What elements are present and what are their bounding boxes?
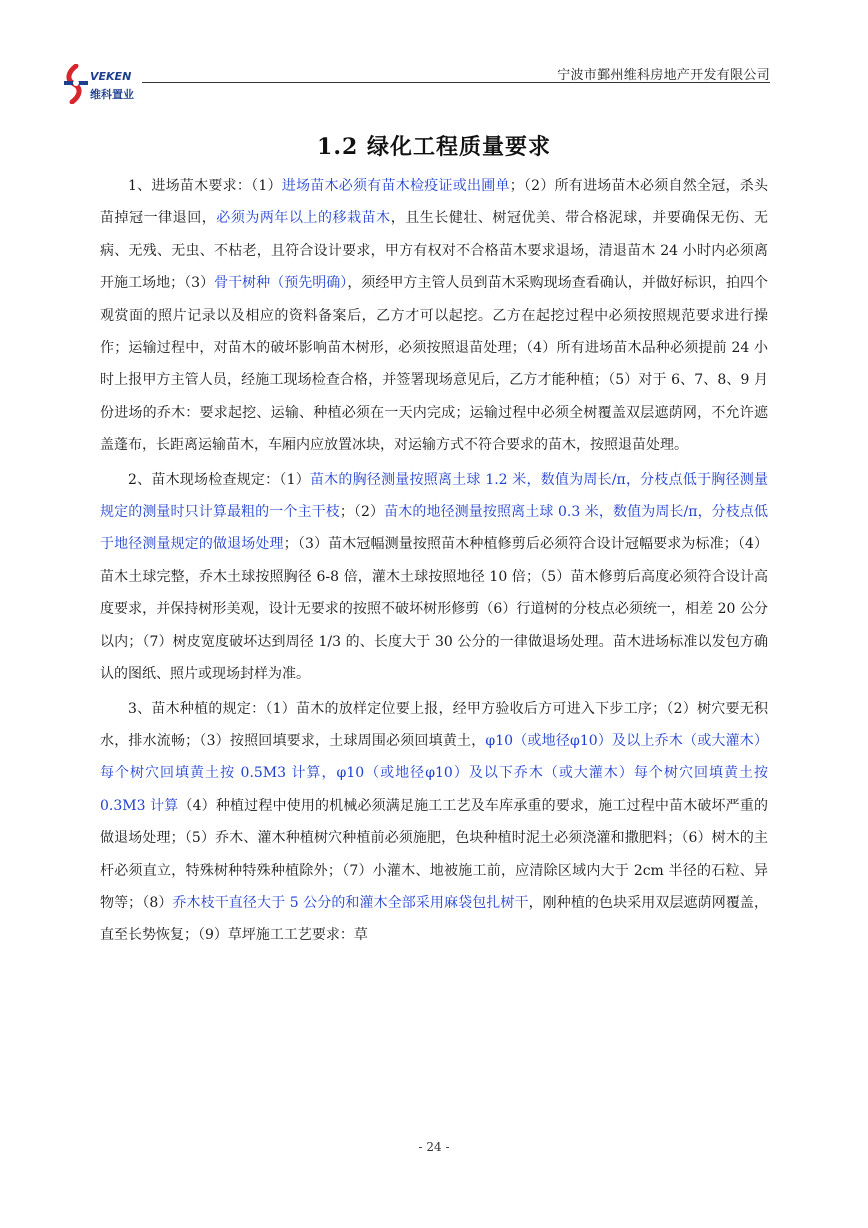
section-title: 1.2 绿化工程质量要求 bbox=[317, 134, 551, 160]
company-logo bbox=[62, 64, 152, 108]
highlight-text: φ10（或地径φ10）及以上乔木（或大灌木）每个树穴回填黄土按 0.5M3 计算，φ10（或地径φ10）及以下乔木（或大灌木）每个树穴回填黄土按 0.3M3 计算 bbox=[100, 732, 769, 814]
text-run: ；（2）所有进场苗木必须自然全冠，杀头苗掉冠一律退回， bbox=[100, 178, 769, 227]
header-rule bbox=[142, 82, 770, 83]
text-run: ，刚种植的色块采用双层遮荫网覆盖，直至长势恢复；（9）草坪施工工艺要求：草 bbox=[100, 894, 768, 944]
text-run: ；（2） bbox=[339, 504, 385, 521]
text-run: ，且生长健壮、树冠优美、带合格泥球，并要确保无伤、无病、无残、无虫、不枯老，且符合设计要求，甲方有权对不合格苗木要求退场，清退苗木 24 小时内必须离开施工场地；（3） bbox=[100, 210, 769, 292]
highlight-text: 苗木的胸径测量按照离土球 1.2 米，数值为周长/π，分枝点低于胸径测量规定的测量时只计算最粗的一个主干枝 bbox=[100, 471, 768, 521]
text-run: 3、苗木种植的规定：（1）苗木的放样定位要上报，经甲方验收后方可进入下步工序；（2）树穴要无积水，排水流畅；（3）按照回填要求，土球周围必须回填黄土， bbox=[100, 700, 768, 749]
company-name: 宁波市鄞州维科房地产开发有限公司 bbox=[557, 68, 770, 83]
paragraph-1 bbox=[100, 170, 768, 462]
text-run: ，须经甲方主管人员到苗木采购现场查看确认，并做好标识，拍四个观赏面的照片记录以及相应的资料备案后，乙方才可以起挖。乙方在起挖过程中必须按照规范要求进行操作；运输过程中，对苗木的破坏影响苗木树形，必须按照退苗处理；（4）所有进场苗木品种必须提前 24 小时上报甲方主管人员，经施工现场检查合格，并签署现场意见后，乙方才能种植；（5）对于 6、7、8、9 月份进场的乔木：要求起挖、运输、种植必须在一天内完成；运输过程中必须全树覆盖双层遮荫网，不允许遮盖蓬布，长距离运输苗木，车厢内应放置冰块，对运输方式不符合要求的苗木，按照退苗处理。 bbox=[100, 275, 768, 454]
document-body bbox=[100, 170, 768, 952]
highlight-text: 进场苗木必须有苗木检疫证或出圃单 bbox=[281, 178, 510, 194]
text-run: ；（3）苗木冠幅测量按照苗木种植修剪后必须符合设计冠幅要求为标准；（4）苗木土球完整，乔木土球按照胸径 6-8 倍，灌木土球按照地径 10 倍；（5）苗木修剪后高度必须符合设计高度要求，并保持树形美观，设计无要求的按照不破坏树形修剪（6）行道树的分枝点必须统一，相差 20 公分以内；（7）树皮宽度破坏达到周径 1/3 的、长度大于 30 公分的一律做退场处理。苗木进场标准以发包方确认的图纸、照片或现场封样为准。 bbox=[100, 536, 769, 683]
highlight-text: 必须为两年以上的移栽苗木 bbox=[216, 210, 391, 227]
logo-text-en: VEKEN bbox=[90, 70, 132, 83]
veken-logo-icon bbox=[62, 64, 90, 104]
highlight-text: 苗木的地径测量按照离土球 0.3 米，数值为周长/π，分枝点低于地径测量规定的做退场处理 bbox=[100, 504, 768, 553]
page-number: - 24 - bbox=[418, 1140, 450, 1154]
logo-text-cn: 维科置业 bbox=[90, 88, 134, 101]
highlight-text: 乔木枝干直径大于 5 公分的和灌木全部采用麻袋包扎树干 bbox=[172, 894, 529, 911]
text-run: （4）种植过程中使用的机械必须满足施工工艺及车库承重的要求，施工过程中苗木破坏严重的做退场处理；（5）乔木、灌木种植树穴种植前必须施肥，色块种植时泥土必须浇灌和撒肥料；（6）树木的主杆必须直立，特殊树种特殊种植除外；（7）小灌木、地被施工前，应清除区域内大于 2cm 半径的石粒、异物等；（8） bbox=[100, 797, 768, 911]
paragraph-3 bbox=[100, 693, 768, 952]
highlight-text: 骨干树种（预先明确） bbox=[214, 275, 348, 292]
text-run: 1、进场苗木要求：（1） bbox=[128, 178, 282, 194]
paragraph-2 bbox=[100, 464, 768, 691]
page-header bbox=[62, 58, 770, 108]
text-run: 2、苗木现场检查规定：（1） bbox=[128, 471, 310, 488]
